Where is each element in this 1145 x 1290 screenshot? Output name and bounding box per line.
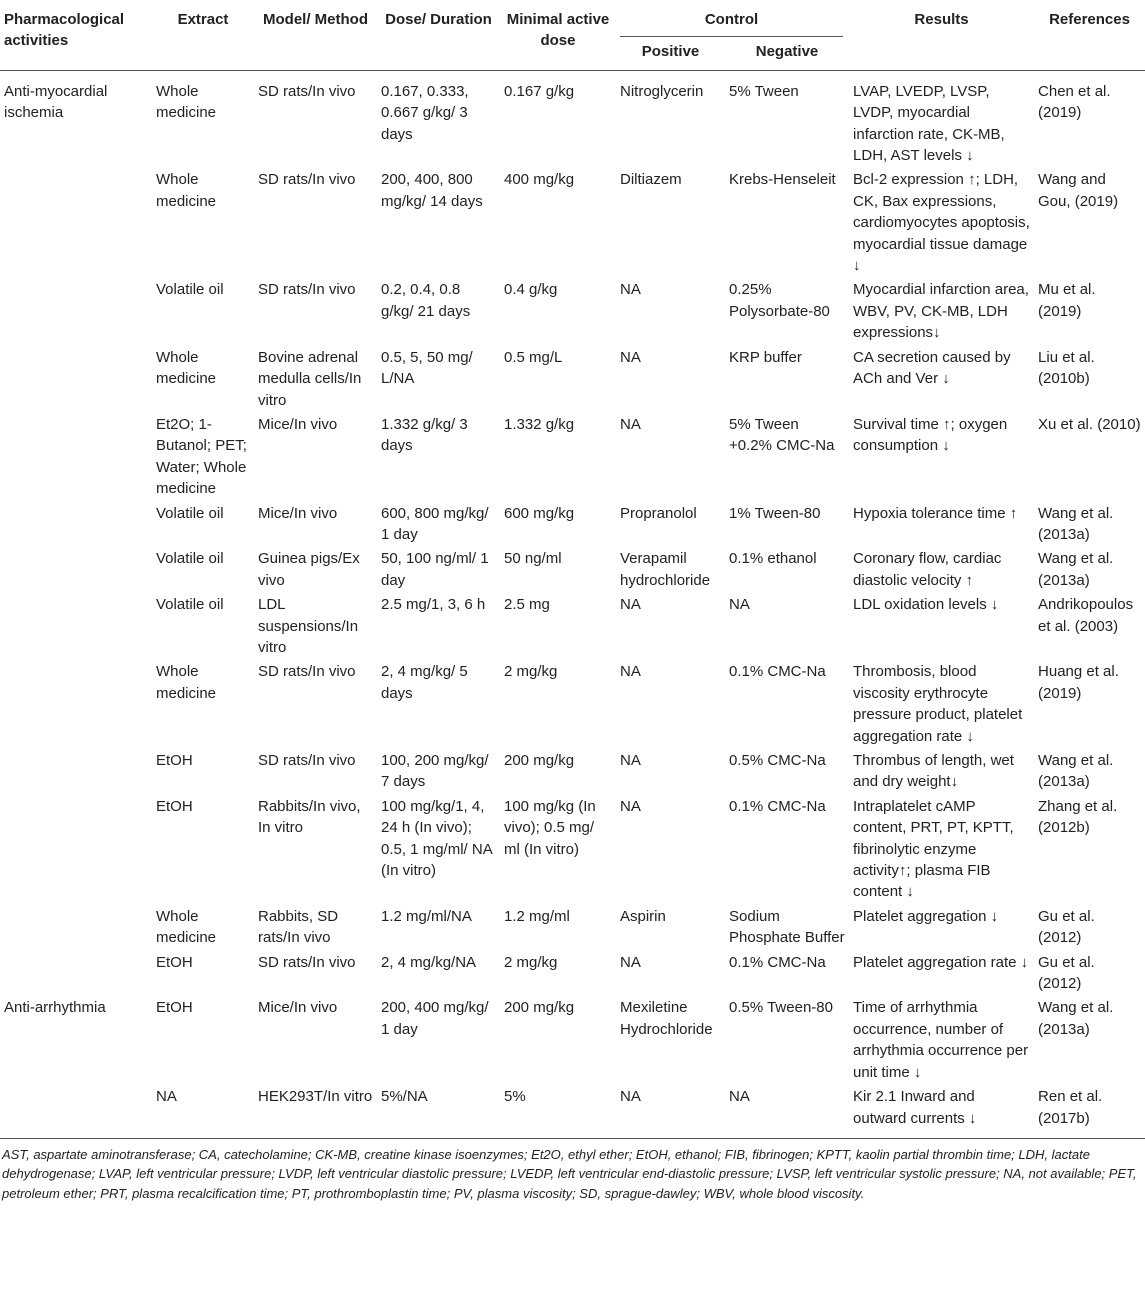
minimal-dose-cell: 0.5 mg/L — [504, 348, 563, 366]
model-cell: Mice/In vivo — [258, 999, 338, 1017]
negative-control-cell: NA — [729, 596, 750, 614]
positive-control-cell: Nitroglycerin — [620, 82, 704, 100]
positive-control-cell: NA — [620, 1088, 641, 1106]
extract-cell: Whole medicine — [156, 663, 217, 702]
activity-cell: Anti-myocardial ischemia — [4, 82, 108, 122]
negative-control-cell: 0.1% CMC-Na — [729, 953, 826, 971]
model-cell: Mice/In vivo — [258, 415, 338, 433]
activity-cell — [0, 949, 152, 995]
model-cell: SD rats/In vivo — [258, 281, 356, 299]
header-negative: Negative — [755, 43, 819, 61]
table-row — [0, 591, 1145, 658]
negative-control-cell: 0.1% ethanol — [729, 550, 817, 568]
dose-cell: 1.2 mg/ml/NA — [381, 907, 472, 925]
dose-cell: 100 mg/kg/1, 4, 24 h (In vivo); 0.5, 1 mg/ml/ NA (In vitro) — [381, 797, 492, 880]
dose-cell: 200, 400 mg/kg/ 1 day — [381, 999, 489, 1038]
activity-cell — [0, 1083, 152, 1138]
table-row — [0, 276, 1145, 343]
results-cell: LVAP, LVEDP, LVSP, LVDP, myocardial infarction rate, CK-MB, LDH, AST levels ↓ — [853, 82, 1005, 165]
reference-cell: Chen et al. (2019) — [1038, 82, 1111, 122]
header-control-group — [616, 0, 849, 37]
minimal-dose-cell: 0.167 g/kg — [504, 82, 575, 100]
activity-cell — [0, 500, 152, 546]
table-row — [0, 903, 1145, 949]
header-control: Control — [620, 9, 843, 37]
dose-cell: 1.332 g/kg/ 3 days — [381, 415, 468, 455]
results-cell: Intraplatelet cAMP content, PRT, PT, KPTT, fibrinolytic enzyme activity↑; plasma FIB content ↓ — [853, 797, 1014, 901]
negative-control-cell: Krebs-Henseleit — [729, 171, 836, 189]
extract-cell: EtOH — [156, 953, 193, 971]
minimal-dose-cell: 0.4 g/kg — [504, 281, 558, 299]
negative-control-cell: KRP buffer — [729, 348, 802, 366]
reference-cell: Gu et al. (2012) — [1038, 907, 1095, 947]
table-row — [0, 949, 1145, 995]
positive-control-cell: Diltiazem — [620, 171, 682, 189]
minimal-dose-cell: 2.5 mg — [504, 596, 550, 614]
results-cell: Kir 2.1 Inward and outward currents ↓ — [853, 1088, 977, 1127]
model-cell: SD rats/In vivo — [258, 752, 356, 769]
table-header — [0, 0, 1145, 70]
activity-cell — [0, 166, 152, 276]
table-row — [0, 793, 1145, 903]
results-cell: Coronary flow, cardiac diastolic velocity ↑ — [853, 550, 1002, 589]
table-row — [0, 166, 1145, 276]
table-row — [0, 994, 1145, 1083]
results-cell: CA secretion caused by ACh and Ver ↓ — [853, 348, 1011, 388]
reference-cell: Mu et al. (2019) — [1038, 281, 1096, 320]
table-row — [0, 1083, 1145, 1138]
dose-cell: 100, 200 mg/kg/ 7 days — [381, 752, 489, 791]
model-cell: Rabbits/In vivo, In vitro — [258, 797, 361, 837]
header-minimal-dose: Minimal active dose — [506, 11, 610, 50]
results-cell: Thrombosis, blood viscosity erythrocyte pressure product, platelet aggregation rate ↓ — [853, 663, 1023, 745]
dose-cell: 0.167, 0.333, 0.667 g/kg/ 3 days — [381, 82, 469, 143]
results-cell: Myocardial infarction area, WBV, PV, CK-MB, LDH expressions↓ — [853, 281, 1029, 342]
activity-cell — [0, 276, 152, 343]
extract-cell: NA — [156, 1088, 177, 1106]
extract-cell: Et2O; 1-Butanol; PET; Water; Whole medicine — [156, 415, 247, 498]
results-cell: LDL oxidation levels ↓ — [853, 596, 999, 614]
table-row — [0, 344, 1145, 411]
activity-cell — [0, 747, 152, 793]
extract-cell: EtOH — [156, 797, 193, 815]
negative-control-cell: Sodium Phosphate Buffer — [729, 907, 845, 947]
reference-cell: Gu et al. (2012) — [1038, 953, 1095, 993]
results-cell: Thrombus of length, wet and dry weight↓ — [853, 752, 1014, 791]
negative-control-cell: 1% Tween-80 — [729, 504, 821, 522]
model-cell: Mice/In vivo — [258, 504, 338, 522]
reference-cell: Wang et al. (2013a) — [1038, 550, 1114, 589]
reference-cell: Huang et al. (2019) — [1038, 663, 1119, 702]
positive-control-cell: Verapamil hydrochloride — [620, 550, 711, 589]
minimal-dose-cell: 5% — [504, 1088, 526, 1106]
minimal-dose-cell: 1.332 g/kg — [504, 415, 575, 433]
minimal-dose-cell: 600 mg/kg — [504, 504, 575, 522]
extract-cell: Whole medicine — [156, 82, 217, 122]
extract-cell: Volatile oil — [156, 596, 224, 614]
activity-cell — [0, 591, 152, 658]
reference-cell: Wang et al. (2013a) — [1038, 752, 1114, 791]
positive-control-cell: NA — [620, 797, 641, 815]
negative-control-cell: 0.5% Tween-80 — [729, 999, 833, 1017]
dose-cell: 0.5, 5, 50 mg/ L/NA — [381, 348, 473, 388]
minimal-dose-cell: 200 mg/kg — [504, 999, 575, 1017]
negative-control-cell: 0.1% CMC-Na — [729, 797, 826, 815]
results-cell: Survival time ↑; oxygen consumption ↓ — [853, 415, 1008, 455]
dose-cell: 2, 4 mg/kg/ 5 days — [381, 663, 468, 702]
dose-cell: 5%/NA — [381, 1088, 428, 1106]
activity-cell: Anti-arrhythmia — [4, 999, 106, 1017]
extract-cell: EtOH — [156, 752, 193, 769]
positive-control-cell: NA — [620, 953, 641, 971]
header-positive: Positive — [641, 43, 700, 61]
negative-control-cell: 0.1% CMC-Na — [729, 663, 826, 681]
model-cell: Bovine adrenal medulla cells/In vitro — [258, 348, 362, 409]
negative-control-cell: 5% Tween +0.2% CMC-Na — [729, 415, 835, 455]
positive-control-cell: Mexiletine Hydrochloride — [620, 999, 713, 1038]
results-cell: Platelet aggregation ↓ — [853, 907, 999, 925]
header-dose: Dose/ Duration — [385, 11, 492, 28]
reference-cell: Andrikopoulos et al. (2003) — [1038, 596, 1134, 635]
reference-cell: Ren et al. (2017b) — [1038, 1088, 1103, 1127]
negative-control-cell: 5% Tween — [729, 82, 799, 100]
model-cell: LDL suspensions/In vitro — [258, 596, 359, 656]
reference-cell: Wang et al. (2013a) — [1038, 999, 1114, 1038]
positive-control-cell: NA — [620, 415, 641, 433]
dose-cell: 200, 400, 800 mg/kg/ 14 days — [381, 171, 483, 210]
positive-control-cell: NA — [620, 281, 641, 299]
extract-cell: Volatile oil — [156, 281, 224, 299]
dose-cell: 600, 800 mg/kg/ 1 day — [381, 504, 489, 543]
extract-cell: Whole medicine — [156, 171, 217, 210]
results-cell: Time of arrhythmia occurrence, number of arrhythmia occurrence per unit time ↓ — [853, 999, 1029, 1081]
positive-control-cell: Propranolol — [620, 504, 697, 522]
positive-control-cell: NA — [620, 663, 641, 681]
header-results: Results — [914, 11, 969, 28]
header-activities: Pharmacological activities — [4, 11, 125, 50]
minimal-dose-cell: 400 mg/kg — [504, 171, 575, 189]
model-cell: SD rats/In vivo — [258, 82, 356, 100]
table-row — [0, 747, 1145, 793]
negative-control-cell: 0.5% CMC-Na — [729, 752, 826, 769]
extract-cell: EtOH — [156, 999, 193, 1017]
model-cell: Rabbits, SD rats/In vivo — [258, 907, 339, 947]
table-row — [0, 411, 1145, 500]
extract-cell: Volatile oil — [156, 504, 224, 522]
positive-control-cell: NA — [620, 348, 641, 366]
positive-control-cell: NA — [620, 752, 641, 769]
positive-control-cell: Aspirin — [620, 907, 666, 925]
minimal-dose-cell: 2 mg/kg — [504, 953, 558, 971]
extract-cell: Whole medicine — [156, 348, 217, 388]
model-cell: Guinea pigs/Ex vivo — [258, 550, 360, 589]
reference-cell: Wang et al. (2013a) — [1038, 504, 1114, 543]
activity-cell — [0, 411, 152, 500]
negative-control-cell: NA — [729, 1088, 750, 1106]
dose-cell: 0.2, 0.4, 0.8 g/kg/ 21 days — [381, 281, 471, 320]
model-cell: HEK293T/In vitro — [258, 1088, 373, 1106]
minimal-dose-cell: 100 mg/kg (In vivo); 0.5 mg/ ml (In vitro) — [504, 797, 596, 858]
minimal-dose-cell: 50 ng/ml — [504, 550, 562, 568]
results-cell: Hypoxia tolerance time ↑ — [853, 504, 1018, 522]
extract-cell: Volatile oil — [156, 550, 224, 568]
model-cell: SD rats/In vivo — [258, 953, 356, 971]
results-cell: Platelet aggregation rate ↓ — [853, 953, 1029, 971]
table-row — [0, 500, 1145, 546]
negative-control-cell: 0.25% Polysorbate-80 — [729, 281, 830, 320]
activity-cell — [0, 545, 152, 591]
model-cell: SD rats/In vivo — [258, 663, 356, 681]
header-references: References — [1049, 11, 1130, 28]
minimal-dose-cell: 200 mg/kg — [504, 752, 575, 769]
header-model: Model/ Method — [263, 11, 368, 28]
activity-cell — [0, 903, 152, 949]
header-extract: Extract — [177, 11, 229, 28]
reference-cell: Zhang et al. (2012b) — [1038, 797, 1118, 837]
reference-cell: Xu et al. (2010) — [1038, 415, 1141, 433]
minimal-dose-cell: 1.2 mg/ml — [504, 907, 570, 925]
activity-cell — [0, 658, 152, 747]
table-row — [0, 545, 1145, 591]
table-body — [0, 70, 1145, 1138]
dose-cell: 2, 4 mg/kg/NA — [381, 953, 477, 971]
activity-cell — [0, 344, 152, 411]
minimal-dose-cell: 2 mg/kg — [504, 663, 558, 681]
table-footnote: AST, aspartate aminotransferase; CA, catecholamine; CK-MB, creatine kinase isoenzymes; Et2O, ethyl ether; EtOH, ethanol; FIB, fibrinogen; KPTT, kaolin partial thrombin time; LDH, lactate dehydrogenase; LVAP, left ventricular pressure; LVDP, left ventricular diastolic pressure; LVEDP, left ventricular end-diastolic pressure; LVSP, left ventricular systolic pressure; NA, not available; PET, petroleum ether; PRT, plasma recalcification time; PT, prothromboplastin time; PV, plasma viscosity; SD, sprague-dawley; WBV, whole blood viscosity. — [0, 1138, 1145, 1203]
extract-cell: Whole medicine — [156, 907, 217, 947]
table-row — [0, 658, 1145, 747]
model-cell: SD rats/In vivo — [258, 171, 356, 189]
dose-cell: 50, 100 ng/ml/ 1 day — [381, 550, 489, 589]
results-cell: Bcl-2 expression ↑; LDH, CK, Bax expressions, cardiomyocytes apoptosis, myocardial tissue damage ↓ — [853, 171, 1030, 275]
dose-cell: 2.5 mg/1, 3, 6 h — [381, 596, 486, 614]
positive-control-cell: NA — [620, 596, 641, 614]
table-row — [0, 70, 1145, 166]
reference-cell: Wang and Gou, (2019) — [1038, 171, 1119, 210]
reference-cell: Liu et al. (2010b) — [1038, 348, 1095, 388]
activity-cell — [0, 793, 152, 903]
